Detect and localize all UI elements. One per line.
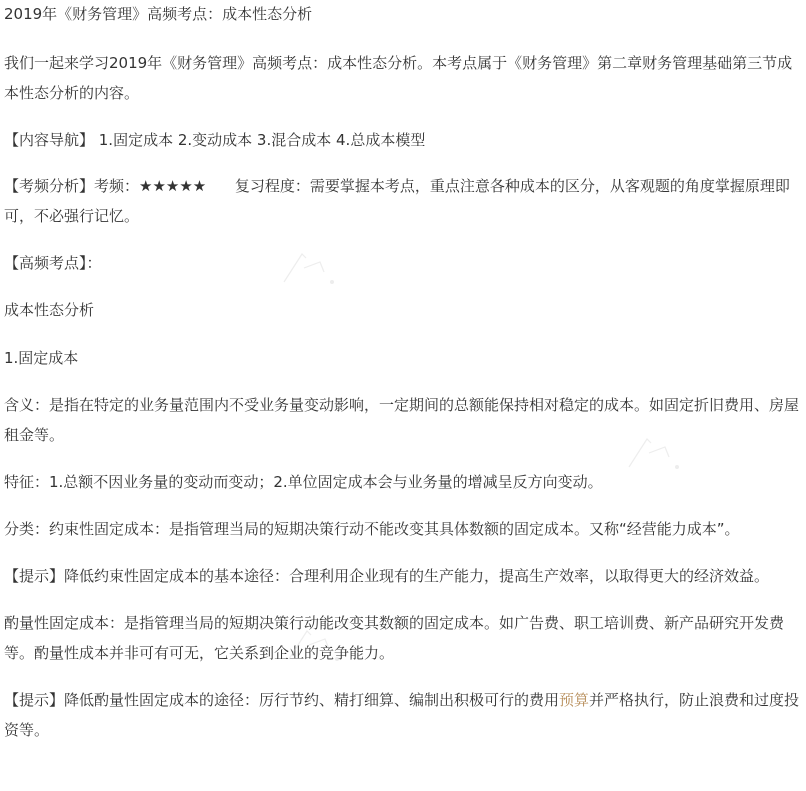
features-paragraph: 特征：1.总额不因业务量的变动而变动；2.单位固定成本会与业务量的增减呈反方向变动。 (4, 473, 603, 491)
high-frequency-heading: 【高频考点】： (4, 254, 102, 272)
watermark-icon (280, 248, 340, 288)
budget-link[interactable]: 预算 (559, 691, 590, 709)
page-title: 2019年《财务管理》高频考点：成本性态分析 (4, 5, 313, 23)
frequency-analysis: 【考频分析】考频：★★★★★ 复习程度：需要掌握本考点，重点注意各种成本的区分，从客观题的角度掌握原理即可，不必强行记忆。 (4, 177, 790, 225)
tip-paragraph-2 (4, 685, 804, 745)
watermark-icon (285, 625, 345, 665)
watermark-icon (625, 433, 685, 473)
subsection-fixed-cost: 1.固定成本 (4, 349, 79, 367)
definition-paragraph: 含义：是指在特定的业务量范围内不受业务量变动影响，一定期间的总额能保持相对稳定的成本。如固定折旧费用、房屋租金等。 (4, 396, 800, 444)
tip2-text-before: 【提示】降低酌量性固定成本的途径：厉行节约、精打细算、编制出积极可行的费用 (4, 691, 560, 709)
intro-paragraph: 我们一起来学习2019年《财务管理》高频考点：成本性态分析。本考点属于《财务管理》第二章财务管理基础第三节成本性态分析的内容。 (4, 54, 793, 102)
tip-paragraph-1: 【提示】降低约束性固定成本的基本途径：合理利用企业现有的生产能力，提高生产效率，以取得更大的经济效益。 (4, 567, 770, 585)
classification-paragraph: 分类：约束性固定成本：是指管理当局的短期决策行动不能改变其具体数额的固定成本。又称“经营能力成本”。 (4, 520, 740, 538)
discretionary-paragraph: 酌量性固定成本：是指管理当局的短期决策行动能改变其数额的固定成本。如广告费、职工培训费、新产品研究开发费等。酌量性成本并非可有可无，它关系到企业的竞争能力。 (4, 614, 785, 662)
content-navigation: 【内容导航】 1.固定成本 2.变动成本 3.混合成本 4.总成本模型 (4, 131, 426, 149)
section-title: 成本性态分析 (4, 301, 95, 319)
tip2-text-after: 并严格执行，防止浪费和过度投资等。 (4, 691, 800, 739)
article (4, 0, 804, 745)
